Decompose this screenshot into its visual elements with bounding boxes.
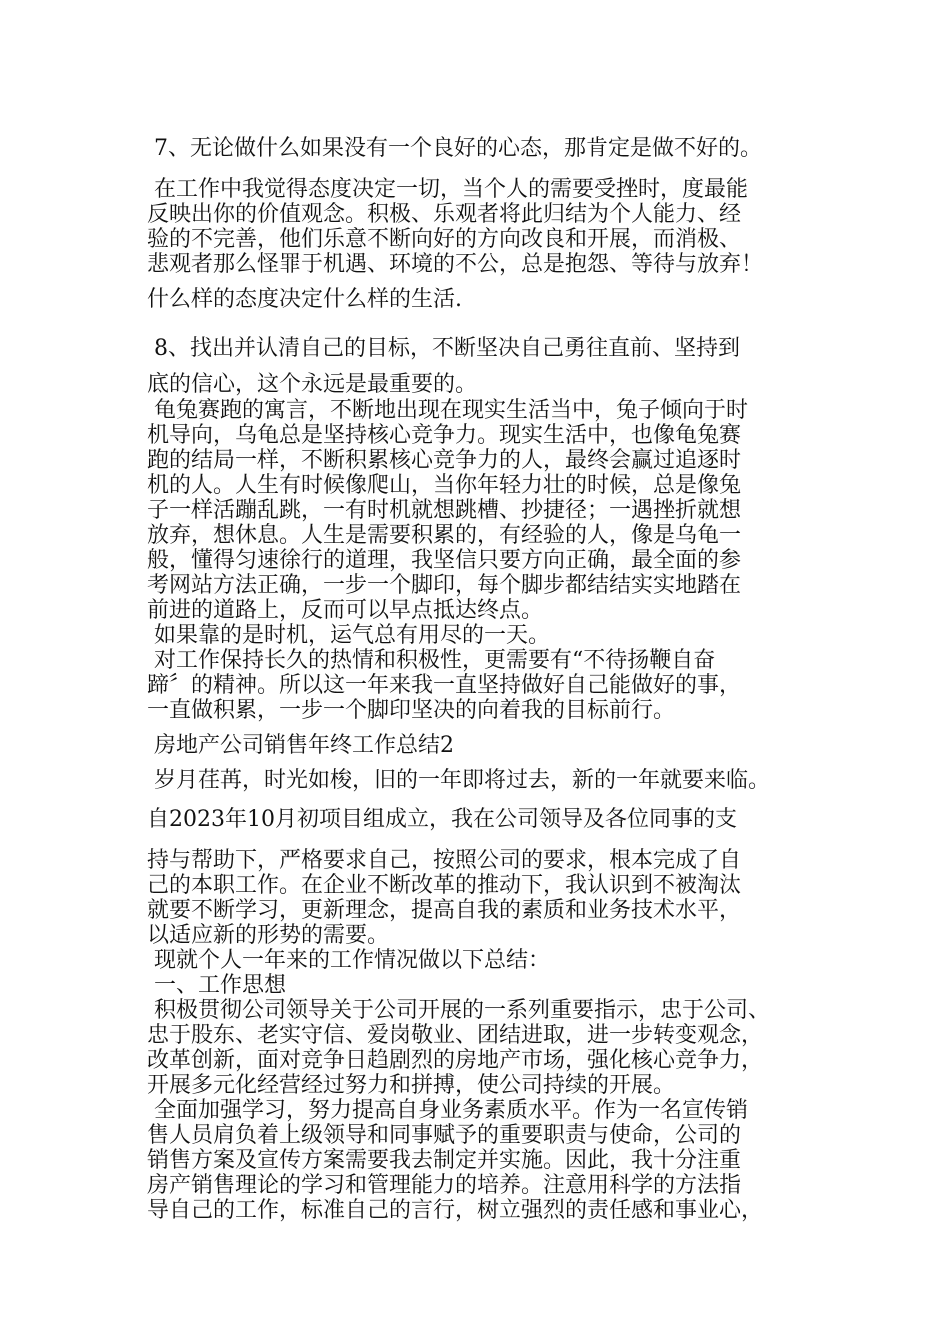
text-line: 般，懂得匀速徐行的道理，我坚信只要方向正确，最全面的参 xyxy=(147,548,742,573)
text-line: 子一样活蹦乱跳，一有时机就想跳槽、抄捷径；一遇挫折就想 xyxy=(147,498,742,523)
text-line: 考网站方法正确，一步一个脚印，每个脚步都结结实实地踏在 xyxy=(147,573,742,598)
section-heading: 一、工作思想 xyxy=(147,973,286,998)
text-line: 全面加强学习，努力提高自身业务素质水平。作为一名宣传销 xyxy=(147,1098,748,1123)
text-line: 底的信心，这个永远是最重要的。 xyxy=(147,372,478,397)
text-line: 蹄〞的精神。所以这一年来我一直坚持做好自己能做好的事， xyxy=(147,673,742,698)
text-line: 什么样的态度决定什么样的生活. xyxy=(147,287,462,312)
text-line: 积极贯彻公司领导关于公司开展的一系列重要指示，忠于公司、 xyxy=(147,998,770,1023)
text-line: 一直做积累，一步一个脚印坚决的向着我的目标前行。 xyxy=(147,698,676,723)
text-line: 8、找出并认清自己的目标，不断坚决自己勇往直前、坚持到 xyxy=(147,336,740,361)
text-line: 现就个人一年来的工作情况做以下总结： xyxy=(147,948,550,973)
text-line: 导自己的工作，标准自己的言行，树立强烈的责任感和事业心， xyxy=(147,1198,764,1223)
text-line: 开展多元化经营经过努力和拼搏，使公司持续的开展。 xyxy=(147,1073,676,1098)
text-line: 以适应新的形势的需要。 xyxy=(147,923,390,948)
text-line: 房产销售理论的学习和管理能力的培养。注意用科学的方法指 xyxy=(147,1173,742,1198)
text-line: 7、无论做什么如果没有一个良好的心态，那肯定是做不好的。 xyxy=(147,136,762,161)
text-line: 反映出你的价值观念。积极、乐观者将此归结为个人能力、经 xyxy=(147,202,742,227)
text-line: 售人员肩负着上级领导和同事赋予的重要职责与使命，公司的 xyxy=(147,1123,742,1148)
text-line: 在工作中我觉得态度决定一切，当个人的需要受挫时，度最能 xyxy=(147,177,748,202)
text-line: 岁月荏苒，时光如梭，旧的一年即将过去，新的一年就要来临。 xyxy=(147,768,770,793)
text-line: 机的人。人生有时候像爬山，当你年轻力壮的时候，总是像兔 xyxy=(147,473,742,498)
text-line: 对工作保持长久的热情和积极性，更需要有“不待扬鞭自奋 xyxy=(147,648,716,673)
text-line: 持与帮助下，严格要求自己，按照公司的要求，根本完成了自 xyxy=(147,848,742,873)
text-line: 己的本职工作。在企业不断改革的推动下，我认识到不被淘汰 xyxy=(147,873,742,898)
text-line: 忠于股东、老实守信、爱岗敬业、团结进取，进一步转变观念， xyxy=(147,1023,764,1048)
text-line: 龟兔赛跑的寓言，不断地出现在现实生活当中，兔子倾向于时 xyxy=(147,398,748,423)
text-line: 跑的结局一样，不断积累核心竞争力的人，最终会赢过追逐时 xyxy=(147,448,742,473)
text-line: 放弃，想休息。人生是需要积累的，有经验的人，像是乌龟一 xyxy=(147,523,742,548)
text-line: 机导向，乌龟总是坚持核心竞争力。现实生活中，也像龟兔赛 xyxy=(147,423,742,448)
text-line: 悲观者那么怪罪于机遇、环境的不公，总是抱怨、等待与放弃！ xyxy=(147,252,764,277)
section-heading: 房地产公司销售年终工作总结2 xyxy=(147,733,454,758)
text-line: 前进的道路上，反而可以早点抵达终点。 xyxy=(147,598,544,623)
text-line: 自2023年10月初项目组成立，我在公司领导及各位同事的支 xyxy=(147,807,737,832)
text-line: 就要不断学习，更新理念，提高自我的素质和业务技术水平， xyxy=(147,898,742,923)
text-line: 如果靠的是时机，运气总有用尽的一天。 xyxy=(147,623,550,648)
text-line: 验的不完善，他们乐意不断向好的方向改良和开展，而消极、 xyxy=(147,227,742,252)
text-line: 销售方案及宣传方案需要我去制定并实施。因此，我十分注重 xyxy=(147,1148,742,1173)
text-line: 改革创新，面对竞争日趋剧烈的房地产市场，强化核心竞争力， xyxy=(147,1048,764,1073)
